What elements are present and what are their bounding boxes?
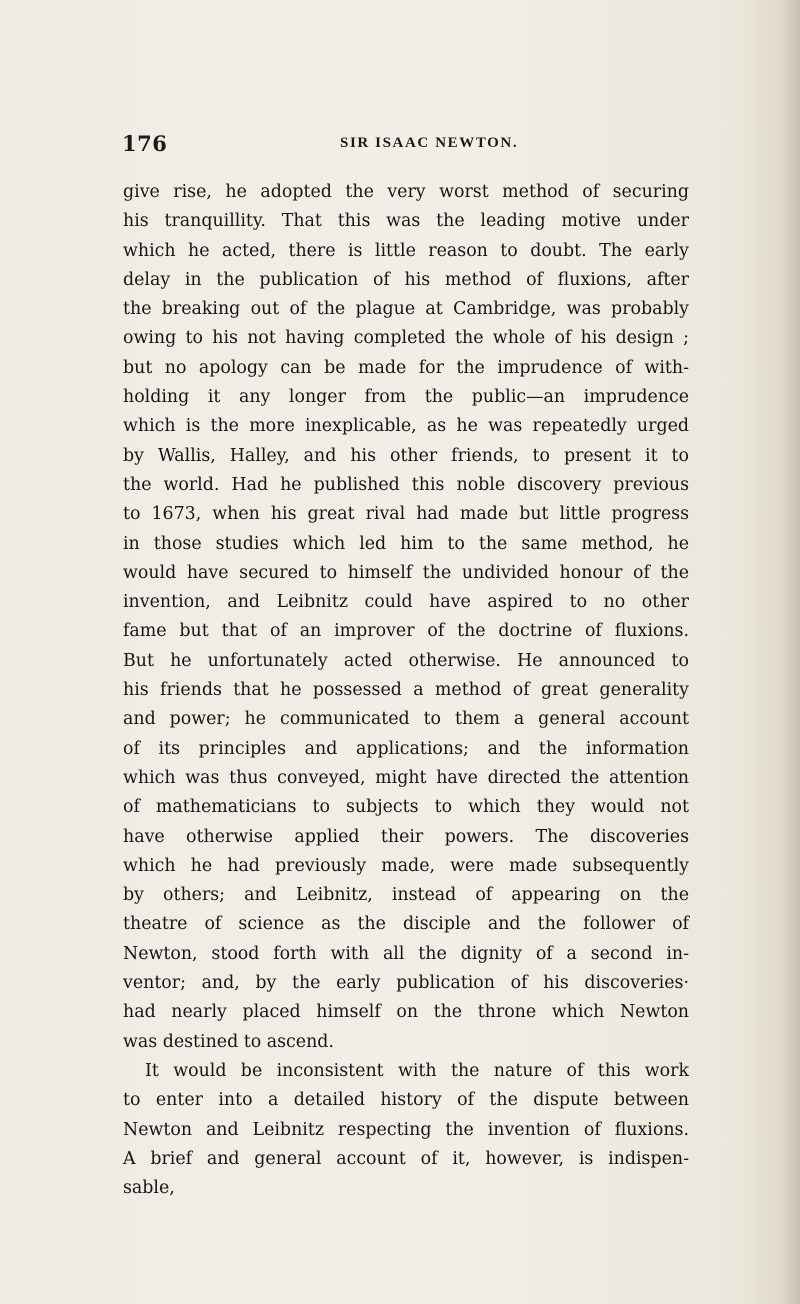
text-line: But he unfortunately acted otherwise. He announced to [123, 650, 689, 671]
text-line: fame but that of an improver of the doctrine of fluxions. [123, 621, 689, 642]
text-line: It would be inconsistent with the nature of this work [145, 1060, 689, 1081]
text-line: owing to his not having completed the whole of his design ; [123, 328, 689, 349]
text-line: ventor; and, by the early publication of his discoveries· [123, 973, 689, 994]
text-line: holding it any longer from the public—an imprudence [123, 387, 689, 408]
text-line: and power; he communicated to them a general account [123, 709, 689, 730]
text-line: was destined to ascend. [123, 1031, 334, 1052]
text-line: the world. Had he published this noble discovery previous [123, 474, 689, 495]
text-line: of its principles and applications; and the information [123, 738, 689, 759]
text-line: Newton and Leibnitz respecting the invention of fluxions. [123, 1119, 689, 1140]
page-number: 176 [122, 131, 168, 156]
text-line: by Wallis, Halley, and his other friends, to present it to [123, 445, 689, 466]
text-line: in those studies which led him to the same method, he [123, 533, 689, 554]
running-head [122, 131, 682, 161]
text-line: give rise, he adopted the very worst method of securing [123, 182, 689, 202]
text-line: which was thus conveyed, might have directed the attention [123, 767, 689, 788]
text-line: by others; and Leibnitz, instead of appearing on the [123, 885, 689, 906]
text-line: have otherwise applied their powers. The discoveries [123, 826, 689, 847]
text-line: but no apology can be made for the imprudence of with- [123, 357, 689, 378]
text-line: Newton, stood forth with all the dignity of a second in- [123, 943, 689, 964]
text-line: invention, and Leibnitz could have aspired to no other [123, 592, 689, 613]
text-line: had nearly placed himself on the throne which Newton [123, 1002, 689, 1023]
text-line: sable, [123, 1178, 175, 1199]
text-line: to enter into a detailed history of the dispute between [123, 1090, 689, 1111]
text-line: which he had previously made, were made subsequently [123, 855, 689, 876]
body-text [123, 178, 689, 1203]
text-line: his friends that he possessed a method of great generality [123, 680, 689, 701]
text-line: which is the more inexplicable, as he was repeatedly urged [123, 416, 689, 437]
page-edge-shadow [782, 0, 800, 1304]
text-line: which he acted, there is little reason to doubt. The early [123, 240, 689, 261]
running-title: SIR ISAAC NEWTON. [340, 135, 519, 151]
text-line: A brief and general account of it, however, is indispen- [123, 1148, 689, 1169]
text-line: the breaking out of the plague at Cambridge, was probably [123, 299, 689, 320]
text-line: theatre of science as the disciple and the follower of [123, 914, 689, 935]
text-line: of mathematicians to subjects to which they would not [123, 797, 689, 818]
text-line: delay in the publication of his method of fluxions, after [123, 269, 689, 290]
text-line: would have secured to himself the undivided honour of the [123, 562, 689, 583]
text-line: his tranquillity. That this was the leading motive under [123, 211, 689, 232]
text-line: to 1673, when his great rival had made but little progress [123, 504, 689, 525]
